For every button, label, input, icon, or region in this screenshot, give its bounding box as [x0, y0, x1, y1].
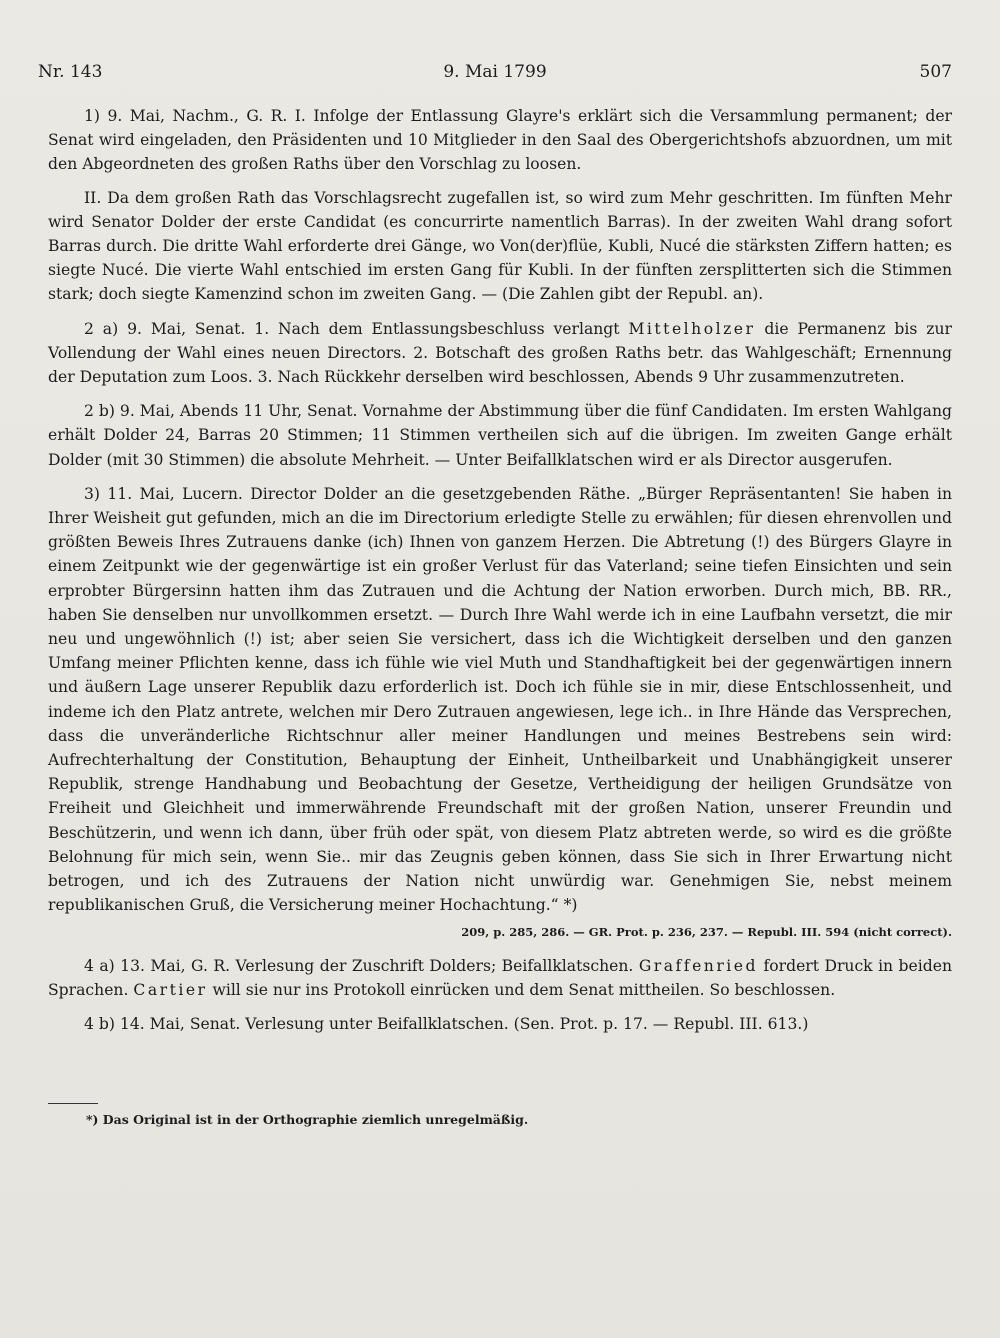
paragraph-4a-text-end: will sie nur ins Protokoll einrücken und dem Senat mittheilen. So beschlossen.: [212, 980, 836, 999]
speaker-name-graffenried: Graffenried: [638, 956, 759, 975]
document-number: Nr. 143: [38, 62, 103, 82]
paragraph-3-letter: 3) 11. Mai, Lucern. Director Dolder an die gesetzgebenden Räthe. „Bürger Repräsentanten! Sie haben in Ihrer Weisheit gut gefunden, mich an die im Directorium erledigte Stelle zu erwählen; für diesen ehrenvollen und größten Beweis Ihres Zutrauens danke (ich) Ihnen von ganzem Herzen. Die Abtretung (!) des Bürgers Glayre in einem Zeitpunkt wie der gegenwärtige ist ein großer Verlust für das Vaterland; seine tiefen Einsichten und sein erprobter Bürgersinn hatten ihm das Zutrauen und die Achtung der Nation erworben. Durch mich, BB. RR., haben Sie denselben nur unvollkommen ersetzt. — Durch Ihre Wahl werde ich in eine Laufbahn versetzt, die mir neu und ungewöhnlich (!) ist; aber seien Sie versichert, dass ich die Wichtigkeit derselben und den ganzen Umfang meiner Pflichten kenne, dass ich fühle wie viel Muth und Standhaftigkeit bei der gegenwärtigen innern und äußern Lage unserer Republik dazu erforderlich ist. Doch ich fühle sie in mir, diese Entschlossenheit, und indeme ich den Platz antrete, welchen mir Dero Zutrauen angewiesen, lege ich.. in Ihre Hände das Versprechen, dass die unveränderliche Richtschnur aller meiner Handlungen und meines Bestrebens sein wird: Aufrechterhaltung der Constitution, Behauptung der Einheit, Untheilbarkeit und Unabhängigkeit unserer Republik, strenge Handhabung und Beobachtung der Gesetze, Vertheidigung der heiligen Grundsätze von Freiheit und Gleichheit und immerwährende Freundschaft mit der großen Nation, unserer Freundin und Beschützerin, und wenn ich dann, über früh oder spät, von diesem Platz abtreten werde, so wird es die größte Belohnung für mich sein, wenn Sie.. mir das Zeugnis geben können, dass Sie sich in Ihrer Erwartung nicht betrogen, und ich des Zutrauens der Nation nicht unwürdig war. Genehmigen Sie, nebst meinem republikanischen Gruß, die Versicherung meiner Hochachtung.“ *): [48, 484, 952, 915]
body-text: [48, 104, 952, 1046]
page-number: 507: [919, 62, 952, 82]
paragraph-4a-text-mid: fordert Druck in beiden Sprachen.: [48, 956, 952, 999]
footnote: *) Das Original ist in der Orthographie ziemlich unregelmäßig.: [86, 1112, 529, 1127]
speaker-name-cartier: Cartier: [133, 980, 208, 999]
footnote-divider: [48, 1103, 98, 1104]
header-date: 9. Mai 1799: [443, 62, 547, 82]
speaker-name: Mittelholzer: [628, 319, 756, 338]
paragraph-2: II. Da dem großen Rath das Vorschlagsrecht zugefallen ist, so wird zum Mehr geschritten. Im fünften Mehr wird Senator Dolder der erste Candidat (es concurrirte namentlich Barras). In der zweiten Wahl drang sofort Barras durch. Die dritte Wahl erforderte drei Gänge, wo Von(der)flüe, Kubli, Nucé die stärksten Ziffern hatten; es siegte Nucé. Die vierte Wahl entschied im ersten Gang für Kubli. In der fünften zersplitterten sich die Stimmen stark; doch siegte Kamenzind schon im zweiten Gang. — (Die Zahlen gibt der Republ. an).: [48, 188, 952, 304]
source-citation: 209, p. 285, 286. — GR. Prot. p. 236, 237. — Republ. III. 594 (nicht correct).: [461, 924, 952, 939]
paragraph-4a-text-start: 4 a) 13. Mai, G. R. Verlesung der Zuschrift Dolders; Beifallklatschen.: [84, 956, 634, 975]
paragraph-4a: [48, 954, 952, 1002]
paragraph-2a-text-end: die Permanenz bis zur Vollendung der Wahl eines neuen Directors. 2. Botschaft des großen Raths betr. das Wahlgeschäft; Ernennung der Deputation zum Loos. 3. Nach Rückkehr derselben wird beschlossen, Abends 9 Uhr zusammenzutreten.: [48, 319, 952, 387]
paragraph-1: 1) 9. Mai, Nachm., G. R. I. Infolge der Entlassung Glayre's erklärt sich die Versammlung permanent; der Senat wird eingeladen, den Präsidenten und 10 Mitglieder in den Saal des Obergerichtshofs abzuordnen, um mit den Abgeordneten des großen Raths über den Vorschlag zu loosen.: [48, 107, 952, 174]
paragraph-2b: 2 b) 9. Mai, Abends 11 Uhr, Senat. Vornahme der Abstimmung über die fünf Candidaten. Im ersten Wahlgang erhält Dolder 24, Barras 20 Stimmen; 11 Stimmen vertheilen sich auf die übrigen. Im zweiten Gange erhält Dolder (mit 30 Stimmen) die absolute Mehrheit. — Unter Beifallklatschen wird er als Director ausgerufen.: [48, 402, 952, 469]
running-header: [38, 62, 952, 92]
paragraph-4b: 4 b) 14. Mai, Senat. Verlesung unter Beifallklatschen. (Sen. Prot. p. 17. — Republ. III. 613.): [84, 1014, 809, 1033]
paragraph-2a-text-start: 2 a) 9. Mai, Senat. 1. Nach dem Entlassungsbeschluss verlangt: [84, 319, 620, 338]
paragraph-2a: [48, 317, 952, 390]
